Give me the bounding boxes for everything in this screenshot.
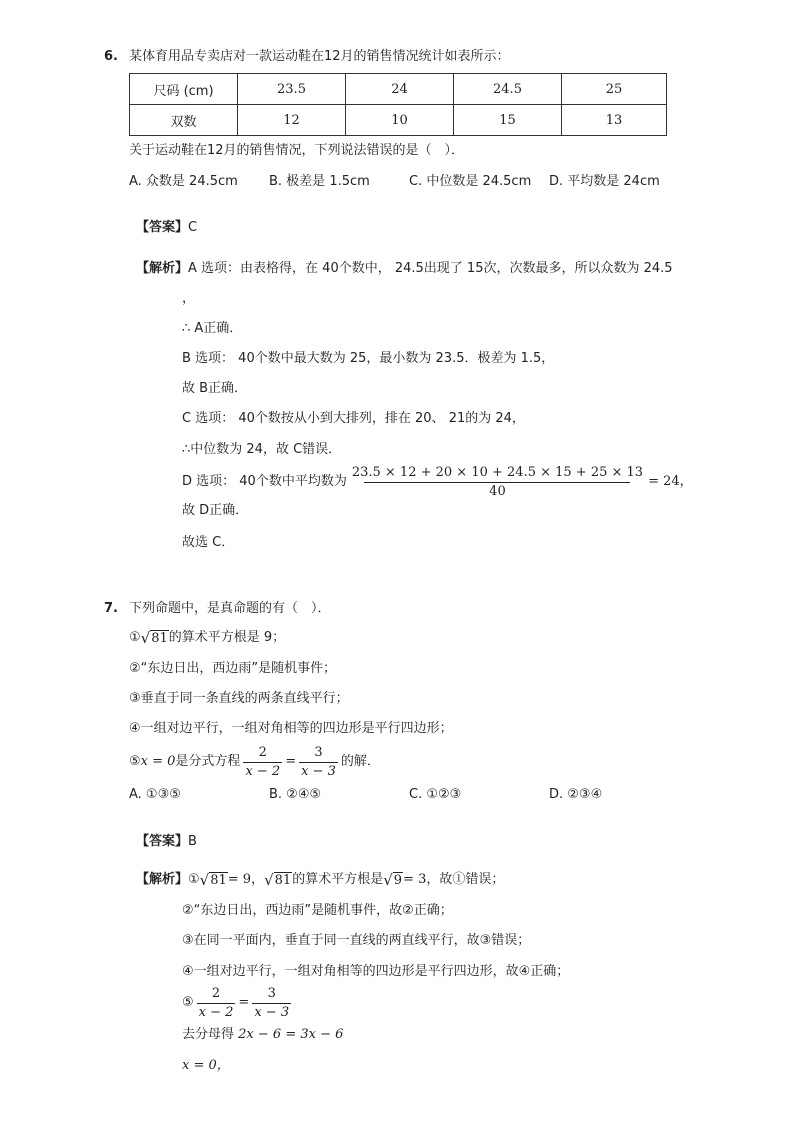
mean-numerator: 23.5 × 12 + 20 × 10 + 24.5 × 15 + 25 × 13 [351,464,644,480]
analysis-comma: ， [182,291,196,306]
question-6-prompt: 关于运动鞋在12月的销售情况，下列说法错误的是（ ）． [129,143,465,158]
analysis-line-1 [136,872,504,888]
analysis-text: 的算术平方根是 [292,872,384,887]
item-5-marker: ⑤ [129,754,141,769]
analysis-c: C 选项： 40个数按从小到大排列，排在 20、 21的为 24， [182,411,525,426]
item-3: ③垂直于同一条直线的两条直线平行； [129,691,349,706]
item-5 [129,744,380,780]
analysis-label: 【解析】 [136,261,189,276]
table-cell: 10 [346,105,454,136]
item-1-text: 的算术平方根是 9； [168,630,286,645]
fraction-numerator: 3 [314,744,323,760]
equals-sign: = [238,995,250,1010]
item-5-mid: 是分式方程 [175,754,241,769]
analysis-d-suffix: = 24， [648,474,693,489]
circled-number: ⑤ [182,995,194,1010]
radicand: 9 [393,873,403,888]
analysis-a-correct: ∴ A正确． [182,321,243,336]
question-7-number: 7. [104,601,118,616]
table-cell: 23.5 [238,74,346,105]
table-cell: 尺码 (cm) [130,74,238,105]
item-1 [129,630,285,646]
sqrt-expression: √ 81 [199,871,227,889]
answer-label: 【答案】 [136,220,189,235]
option-b: B. ②④⑤ [269,787,322,802]
fraction-numerator: 2 [258,744,267,760]
analysis-line-3: ③在同一平面内，垂直于同一直线的两直线平行，故③错误； [182,933,531,948]
item-5-eq: x = 0 [140,754,176,769]
fraction-denominator: x − 3 [301,763,336,779]
sqrt-expression: √ 81 [140,629,168,647]
answer-value: B [188,834,197,849]
option-c: C. ①②③ [409,787,462,802]
analysis-label: 【解析】 [136,872,189,887]
analysis-text: 去分母得 [182,1027,235,1042]
analysis-line-2: ②“东边日出，西边雨”是随机事件，故②正确； [182,903,453,918]
item-1-marker: ① [129,630,141,645]
analysis-b: B 选项： 40个数中最大数为 25，最小数为 23.5．极差为 1.5， [182,351,555,366]
fraction-denominator: x − 2 [245,763,281,779]
radicand: 81 [151,631,168,646]
table-cell: 12 [238,105,346,136]
analysis-line-a [136,261,673,277]
mean-denominator: 40 [364,482,630,499]
equals-sign: = [285,754,297,769]
option-d: D. 平均数是 24cm [549,174,660,189]
analysis-line-6 [182,1027,343,1043]
table-cell: 双数 [130,105,238,136]
table-cell: 15 [454,105,562,136]
option-a: A. ①③⑤ [129,787,181,802]
table-row [130,105,667,136]
radicand: 81 [210,873,227,888]
table-cell: 13 [562,105,667,136]
item-4: ④一组对边平行，一组对角相等的四边形是平行四边形； [129,721,453,736]
analysis-d-correct: 故 D正确． [182,503,249,518]
analysis-final: 故选 C． [182,535,235,550]
mean-fraction [350,466,645,499]
fraction-denominator: x − 3 [254,1004,290,1020]
question-6-stem: 某体育用品专卖店对一款运动鞋在12月的销售情况统计如表所示： [129,49,510,64]
item-2: ②“东边日出，西边雨”是随机事件； [129,661,337,676]
sqrt-expression: √ 9 [383,871,403,889]
math-text: = 9， [227,872,265,887]
fraction [197,987,236,1020]
analysis-line-7: x = 0， [182,1058,230,1073]
analysis-line-5 [182,985,294,1021]
fraction-numerator: 2 [211,985,221,1001]
table-cell: 24.5 [454,74,562,105]
equation: 2x − 6 = 3x − 6 [238,1027,344,1042]
sales-table [129,73,667,136]
fraction [243,746,282,779]
option-d: D. ②③④ [549,787,603,802]
option-a: A. 众数是 24.5cm [129,174,238,189]
analysis-d-prefix: D 选项： 40个数中平均数为 [182,474,347,489]
analysis-text: A 选项：由表格得，在 40个数中， 24.5出现了 15次，次数最多，所以众数为 24.5 [188,261,673,276]
answer-value: C [188,220,198,235]
analysis-c-wrong: ∴中位数为 24，故 C错误． [182,442,342,457]
question-6-number: 6. [104,49,118,64]
fraction [252,987,291,1020]
question-7-stem: 下列命题中，是真命题的有（ ）． [129,601,331,616]
circled-number: ① [188,872,200,887]
analysis-text: = 3，故①错误； [403,872,505,887]
table-row [130,74,667,105]
answer-line [136,220,197,236]
answer-label: 【答案】 [136,834,189,849]
fraction-numerator: 3 [267,985,276,1001]
analysis-line-4: ④一组对边平行，一组对角相等的四边形是平行四边形，故④正确； [182,964,570,979]
table-cell: 24 [346,74,454,105]
fraction-denominator: x − 2 [198,1004,234,1020]
table-cell: 25 [562,74,667,105]
option-c: C. 中位数是 24.5cm [409,174,532,189]
option-b: B. 极差是 1.5cm [269,174,370,189]
item-5-suffix: 的解． [340,754,380,769]
answer-line [136,834,197,850]
analysis-b-correct: 故 B正确． [182,381,248,396]
analysis-d [182,464,693,500]
fraction [299,746,338,779]
radicand: 81 [274,873,292,888]
sqrt-expression: √ 81 [264,871,292,889]
